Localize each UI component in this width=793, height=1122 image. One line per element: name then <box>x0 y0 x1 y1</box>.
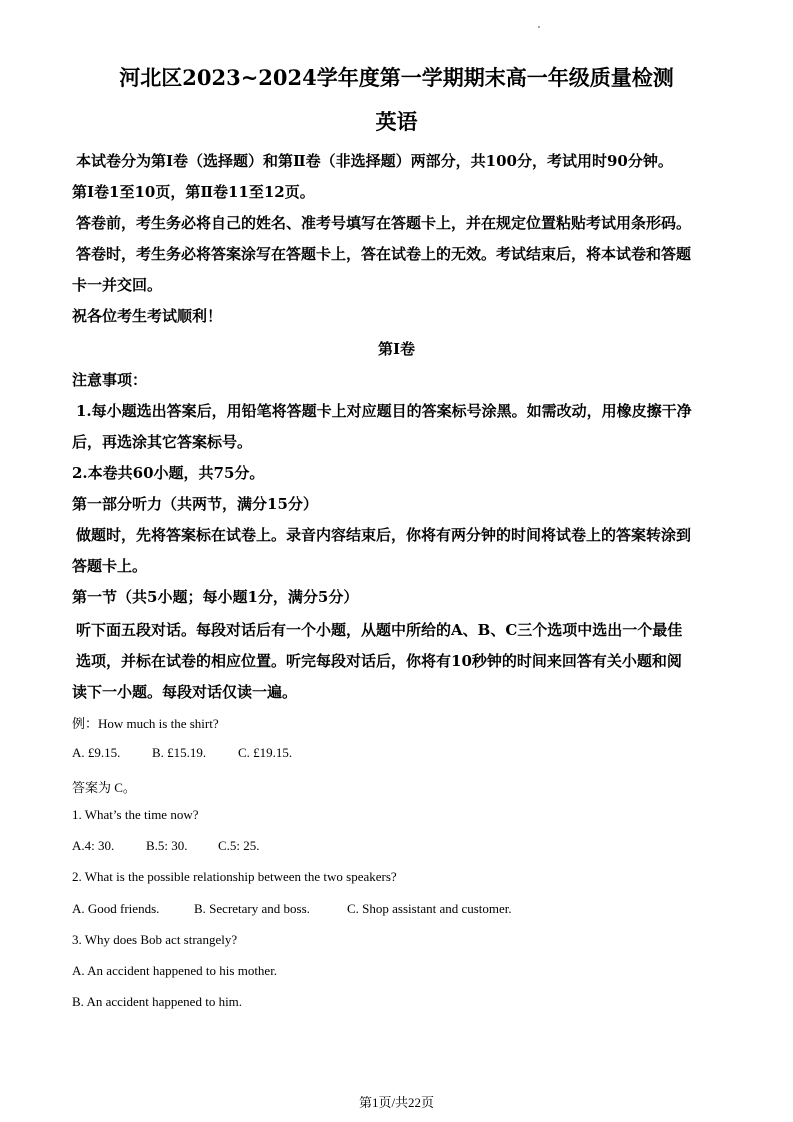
question-3: 3. Why does Bob act strangely? <box>72 932 238 947</box>
subject-title: 英语 <box>375 109 418 134</box>
option-c: C. Shop assistant and customer. <box>347 901 512 916</box>
intro-line-1: 本试卷分为第Ⅰ卷（选择题）和第Ⅱ卷（非选择题）两部分，共100分，考试用时90分钟。 <box>76 152 673 170</box>
option-a: A. £9.15. <box>72 745 121 760</box>
example-options <box>72 745 292 761</box>
section1-heading: 第一节（共5小题；每小题1分，满分5分） <box>72 588 359 606</box>
example-answer: 答案为 C。 <box>72 780 136 795</box>
section1-instr-c: 读下一小题。每段对话仅读一遍。 <box>72 683 298 701</box>
option-b: B. Secretary and boss. <box>194 901 310 916</box>
option-b: B. £15.19. <box>152 745 207 760</box>
notice-2: 2.本卷共60小题，共75分。 <box>72 464 265 482</box>
intro-line-6: 祝各位考生考试顺利！ <box>72 307 223 325</box>
option-a: A.4: 30. <box>72 838 115 853</box>
question-1-options <box>72 838 260 854</box>
volume-heading: 第Ⅰ卷 <box>377 340 416 358</box>
intro-line-3: 答卷前，考生务必将自己的姓名、准考号填写在答题卡上，并在规定位置粘贴考试用条形码。 <box>76 214 692 232</box>
notice-1b: 后，再选涂其它答案标号。 <box>72 433 253 451</box>
section1-instr-b: 选项，并标在试卷的相应位置。听完每段对话后，你将有10秒钟的时间来回答有关小题和阅 <box>76 652 682 670</box>
intro-line-2: 第Ⅰ卷1至10页，第Ⅱ卷11至12页。 <box>72 183 315 201</box>
notice-heading: 注意事项： <box>72 371 148 389</box>
exam-title: 河北区2023~2024学年度第一学期期末高一年级质量检测 <box>119 65 674 90</box>
scan-dot <box>538 26 540 28</box>
part1-instr-a: 做题时，先将答案标在试卷上。录音内容结束后，你将有两分钟的时间将试卷上的答案转涂到 <box>76 526 692 544</box>
example-question: 例：How much is the shirt? <box>72 716 219 731</box>
part1-heading: 第一部分听力（共两节，满分15分） <box>72 495 318 513</box>
intro-line-5: 卡一并交回。 <box>72 276 163 294</box>
question-2: 2. What is the possible relationship between the two speakers? <box>72 869 397 884</box>
section1-instr-a: 听下面五段对话。每段对话后有一个小题，从题中所给的A、B、C三个选项中选出一个最佳 <box>76 621 683 639</box>
part1-instr-b: 答题卡上。 <box>72 557 148 575</box>
notice-1a: 1.每小题选出答案后，用铅笔将答题卡上对应题目的答案标号涂黑。如需改动，用橡皮擦干净 <box>76 402 692 420</box>
option-b: B.5: 30. <box>146 838 188 853</box>
option-a: A. Good friends. <box>72 901 160 916</box>
question-3-option-a: A. An accident happened to his mother. <box>72 963 278 978</box>
page-number: 第1页/共22页 <box>358 1095 435 1110</box>
question-2-options <box>72 901 512 917</box>
question-1: 1. What’s the time now? <box>72 807 199 822</box>
option-c: C.5: 25. <box>218 838 260 853</box>
question-3-option-b: B. An accident happened to him. <box>72 994 243 1009</box>
intro-line-4: 答卷时，考生务必将答案涂写在答题卡上，答在试卷上的无效。考试结束后，将本试卷和答题 <box>76 245 692 263</box>
option-c: C. £19.15. <box>238 745 293 760</box>
